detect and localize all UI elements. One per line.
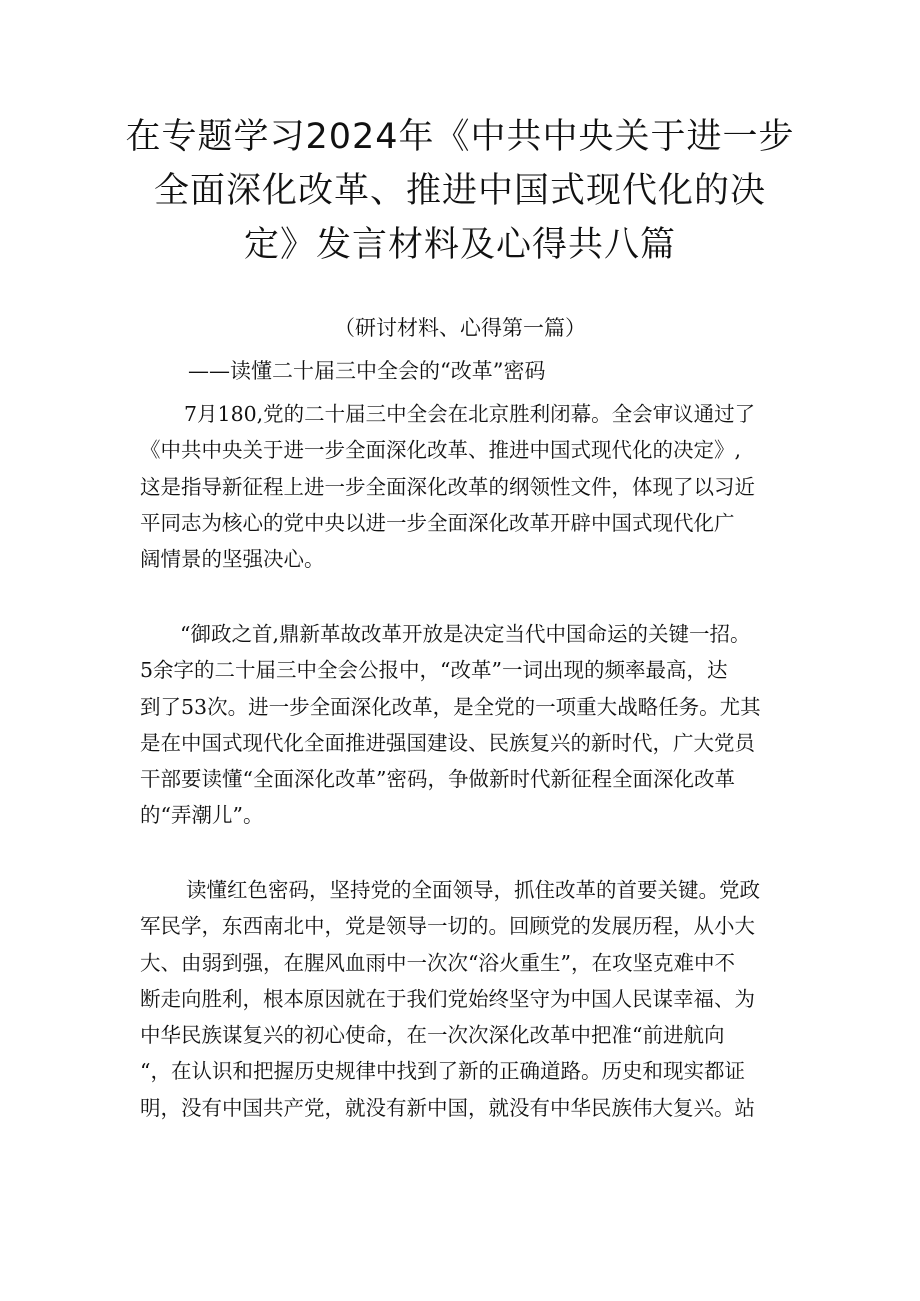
title-line: 在专题学习2024年《中共中央关于进一步: [125, 117, 795, 157]
paragraph-line: 军民学，东西南北中，党是领导一切的。回顾党的发展历程，从小大: [140, 914, 755, 939]
paragraph-line: 到了53次。进一步全面深化改革，是全党的一项重大战略任务。尤其: [140, 694, 761, 719]
paragraph-line: 断走向胜利，根本原因就在于我们党始终坚守为中国人民谋幸福、为: [140, 986, 755, 1011]
paragraph-line: “，在认识和把握历史规律中找到了新的正确道路。历史和现实都证: [140, 1059, 745, 1084]
title-line: 定》发言材料及心得共八篇: [243, 225, 676, 265]
paragraph-line: 5余字的二十届三中全会公报中，“改革”一词出现的频率最高，达: [140, 658, 728, 683]
paragraph-line: 《中共中央关于进一步全面深化改革、推进中国式现代化的决定》,: [140, 438, 742, 463]
paragraph-line: 干部要读懂“全面深化改革”密码，争做新时代新征程全面深化改革: [140, 767, 735, 792]
document-title: [120, 110, 800, 272]
paragraph: [140, 616, 790, 834]
paragraph: [140, 396, 790, 577]
document-tagline: ——读懂二十届三中全会的“改革”密码: [188, 359, 546, 383]
paragraph-line: 7月180,党的二十届三中全会在北京胜利闭幕。全会审议通过了: [184, 402, 756, 426]
paragraph-line: 是在中国式现代化全面推进强国建设、民族复兴的新时代，广大党员: [140, 730, 755, 755]
paragraph-line: 读懂红色密码，坚持党的全面领导，抓住改革的首要关键。党政: [186, 878, 760, 902]
paragraph-line: 的“弄潮儿”。: [140, 803, 264, 828]
paragraph-line: 明，没有中国共产党，就没有新中国，就没有中华民族伟大复兴。站: [140, 1095, 755, 1120]
paragraph-line: 阔情景的坚强决心。: [140, 547, 325, 572]
paragraph-line: 中华民族谋复兴的初心使命，在一次次深化改革中把准“前进航向: [140, 1023, 725, 1048]
document-subtitle: （研讨材料、心得第一篇）: [334, 316, 586, 340]
paragraph-line: 平同志为核心的党中央以进一步全面深化改革开辟中国式现代化广: [140, 510, 735, 535]
paragraph-line: “御政之首,鼎新革故改革开放是决定当代中国命运的关键一招。: [180, 622, 751, 646]
paragraph-line: 大、由弱到强，在腥风血雨中一次次“浴火重生”，在攻坚克难中不: [140, 950, 735, 975]
title-line: 全面深化改革、推进中国式现代化的决: [153, 171, 766, 211]
paragraph: [140, 872, 790, 1126]
paragraph-line: 这是指导新征程上进一步全面深化改革的纲领性文件，体现了以习近: [140, 474, 755, 499]
